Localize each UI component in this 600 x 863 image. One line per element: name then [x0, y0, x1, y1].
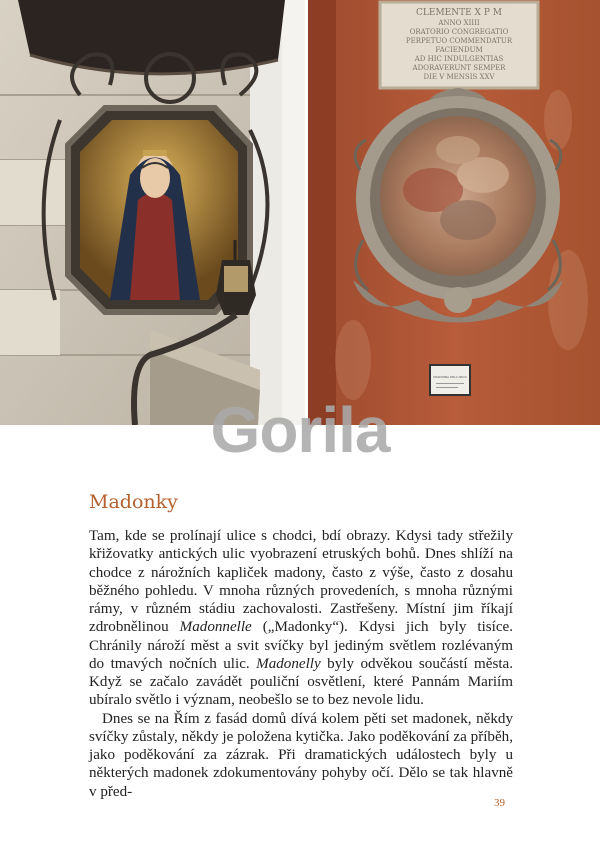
- photo-madonna-oval: [308, 0, 600, 425]
- plaque-text: MADONNA DELL'ARCO: [433, 375, 467, 379]
- text-run: Dnes se na Řím z fasád domů dívá kolem pěti set madonek, někdy svíčky zůstaly, někdy je položena kytička. Jako poděkování za příběh, jako poděkování za zázrak. Při dramatických událostech byly u některých madonek zdokumentovány pohyby očí. Dělo se tak hlavně v před-: [89, 710, 513, 800]
- madonna-oval-image: [308, 0, 600, 425]
- page-number: 39: [494, 797, 505, 809]
- inscription-line: AD HIC INDULGENTIAS: [414, 55, 504, 63]
- inscription-line: PERPETUO COMMENDATUR: [405, 37, 513, 45]
- inscription-line: CLEMENTE X P M: [416, 8, 502, 18]
- photo-spread: [0, 0, 600, 425]
- section-title: Madonky: [89, 491, 178, 513]
- inscription-line: ADORAVERUNT SEMPER: [412, 64, 506, 72]
- inscription-line: ORATORIO CONGREGATIO: [409, 28, 509, 36]
- paragraph: [89, 710, 513, 801]
- inscription-line: FACIENDUM: [435, 46, 483, 54]
- text-run: byly odvěkou součástí města. Když se začalo zavádět pouliční osvětlení, které Pannám Mariím ubíralo světlo i význam, neobešlo se to bez nevole lidu.: [89, 655, 513, 709]
- inscription-line: DIE V MENSIS XXV: [423, 73, 495, 81]
- watermark: Gorila: [210, 394, 390, 466]
- madonna-octagonal-image: [0, 0, 305, 425]
- body-text: [89, 527, 513, 801]
- text-run-italic: Madonnelle: [179, 619, 252, 636]
- text-run: („Madonky“). Kdysi jich byly tisíce. Chránily nároží měst a svit svíčky byl jediným světlem rozlévaným do tmavých nočních ulic.: [89, 619, 513, 672]
- inscription-line: ANNO XIIII: [438, 19, 480, 27]
- photo-madonna-octagonal: [0, 0, 305, 425]
- text-run: Tam, kde se prolínají ulice s chodci, bdí obrazy. Kdysi tady střežily křižovatky antických ulic vyobrazení etruských bohů. Dnes shlíží na chodce z nárožních kapliček madony, často z výše, často z dosahu běžného pohledu. V mnoha různých provedeních, s mnoha různými rámy, v různém stádiu zachovalosti. Zastřešeny. Místní jim říkají zdrobnělinou: [89, 528, 513, 636]
- text-run-italic: Madonelly: [256, 655, 321, 672]
- paragraph: [89, 527, 513, 710]
